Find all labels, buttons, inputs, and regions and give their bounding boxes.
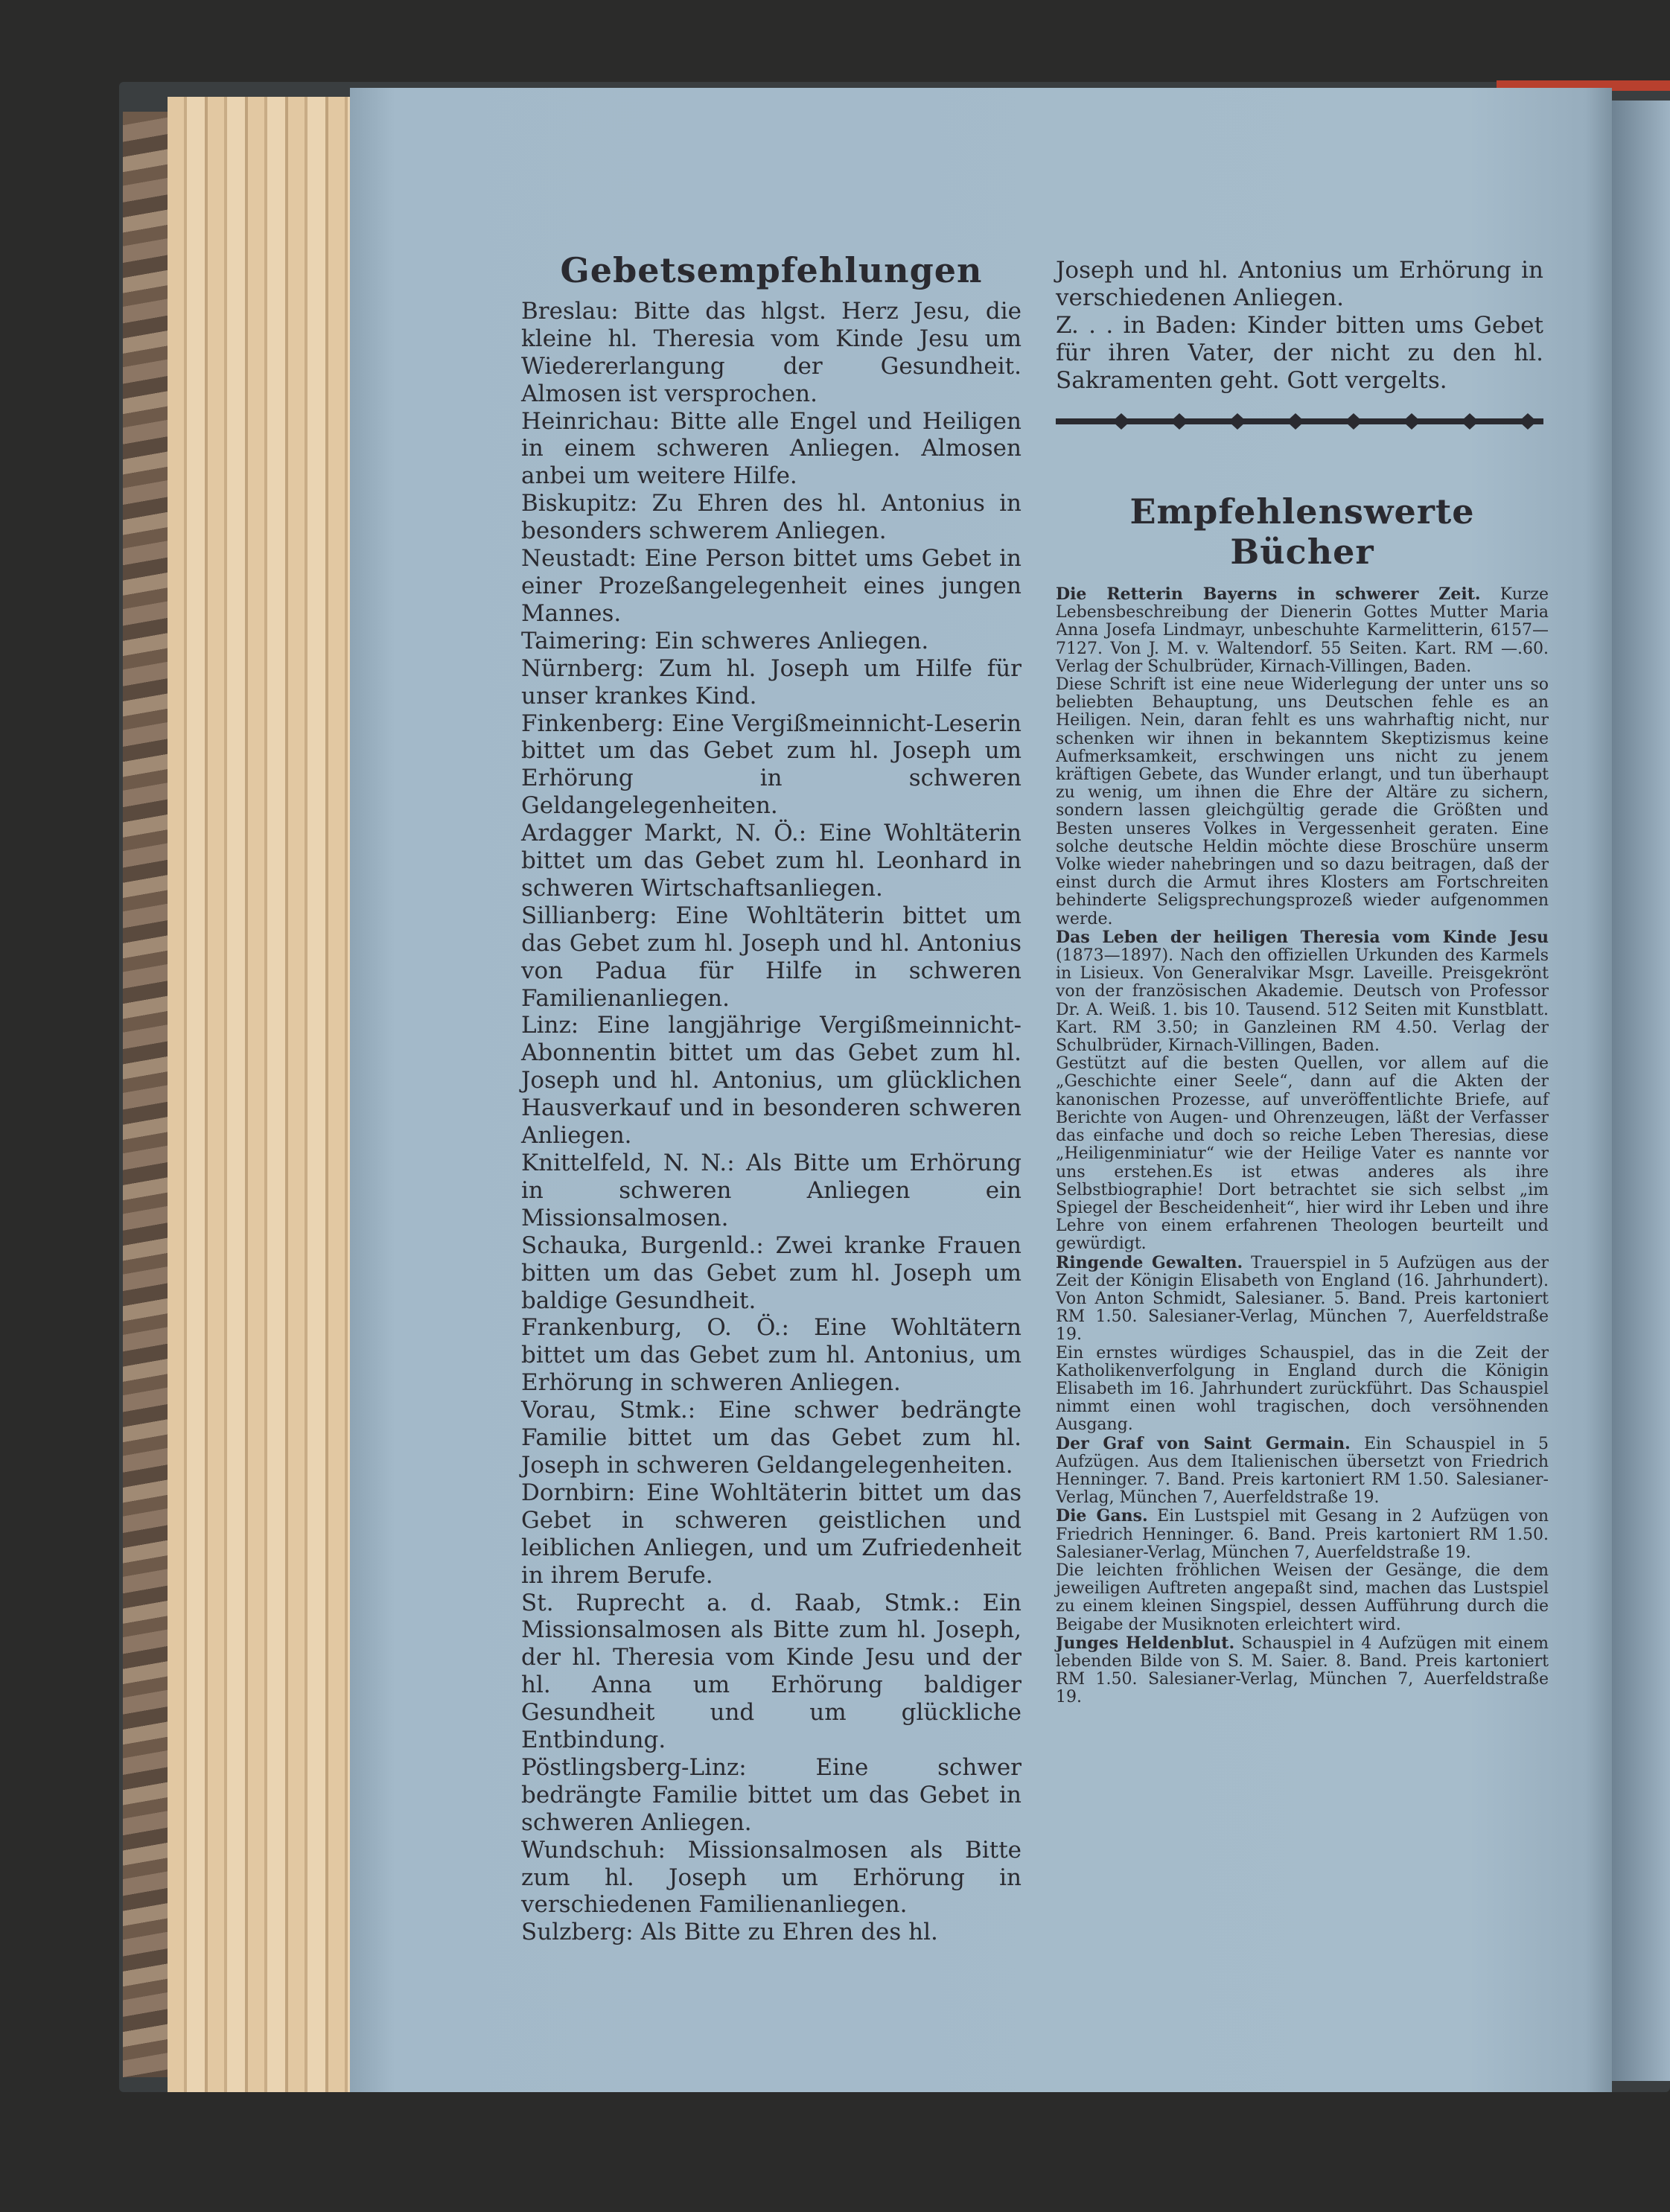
book-details: Kurze Lebensbeschreibung der Dienerin Gottes Mutter Maria Anna Josefa Lindmayr, unbeschuhte Karmelitterin, 6157—7127. Von J. M. v. Waltendorf. 55 Seiten. Kart. RM —.60. Verlag der Schulbrüder, Kirnach-Villingen, Baden. [1056,585,1549,676]
book-entry [1056,1507,1549,1562]
book-details: Ein Lustspiel mit Gesang in 2 Aufzügen von Friedrich Henninger. 6. Band. Preis kartoniert RM 1.50. Salesianer-Verlag, München 7, Auerfeldstraße 19. [1056,1507,1549,1562]
book-title: Die Retterin Bayerns in schwerer Zeit. [1056,584,1481,604]
book-title: Der Graf von Saint Germain. [1056,1433,1351,1453]
prayer-entry: Knittelfeld, N. N.: Als Bitte um Erhörung in schweren Anliegen ein Missionsalmosen. [521,1150,1022,1231]
book-details: (1873—1897). Nach den offiziellen Urkunden des Karmels in Lisieux. Von Generalvikar Msgr. Laveille. Preisgekrönt von der französischen Akademie. Deutsch von Professor Dr. A. Weiß. 1. bis 10. Tausend. 512 Seiten mit Kunstblatt. Kart. RM 3.50; in Ganzleinen RM 4.50. Verlag der Schulbrüder, Kirnach-Villingen, Baden. [1056,946,1549,1056]
prayer-entry: Pöstlingsberg-Linz: Eine schwer bedrängte Familie bittet um das Gebet in schweren Anliegen. [521,1753,1022,1836]
book-details: Ein Schauspiel in 5 Aufzügen. Aus dem Italienischen übersetzt von Friedrich Henninger. 7. Band. Preis kartoniert RM 1.50. Salesianer-Verlag, München 7, Auerfeldstraße 19. [1056,1434,1549,1508]
book-entry [1056,1435,1549,1508]
prayer-list [521,298,1022,1946]
book-description: Ein ernstes würdiges Schauspiel, das in die Zeit der Katholikenverfolgung in England durch die Königin Elisabeth im 16. Jahrhundert zurückführt. Das Schauspiel nimmt einen wohl tragischen, doch versöhnenden Ausgang. [1056,1343,1549,1435]
book-entry [1056,1634,1549,1707]
continuation-entry: Joseph und hl. Antonius um Erhörung in verschiedenen Anliegen. [1056,257,1543,311]
prayer-entry: Biskupitz: Zu Ehren des hl. Antonius in besonders schwerem Anliegen. [521,490,1022,545]
book-entry [1056,1254,1549,1345]
book-list [1056,585,1549,1707]
book-title: Junges Heldenblut. [1056,1633,1235,1653]
prayer-entry: Ardagger Markt, N. Ö.: Eine Wohltäterin bittet um das Gebet zum hl. Leonhard in schweren Wirtschaftsanliegen. [521,820,1022,902]
book-details: Schauspiel in 4 Aufzügen mit einem lebenden Bilde von S. M. Saier. 8. Band. Preis kartoniert RM 1.50. Salesianer-Verlag, München 7, Auerfeldstraße 19. [1056,1633,1549,1707]
prayer-entry: Nürnberg: Zum hl. Joseph um Hilfe für unser krankes Kind. [521,654,1022,710]
prayer-entry: Breslau: Bitte das hlgst. Herz Jesu, die kleine hl. Theresia vom Kinde Jesu um Wiedererlangung der Gesundheit. Almosen ist versprochen. [521,297,1022,407]
prayer-entry: Frankenburg, O. Ö.: Eine Wohltätern bittet um das Gebet zum hl. Antonius, um Erhörung in schweren Anliegen. [521,1314,1022,1397]
prayer-entry: Sulzberg: Als Bitte zu Ehren des hl. [521,1919,938,1946]
book-title: Die Gans. [1056,1506,1148,1526]
prayer-entry: Schauka, Burgenld.: Zwei kranke Frauen bitten um das Gebet zum hl. Joseph um baldige Gesundheit. [521,1231,1022,1314]
book-title: Ringende Gewalten. [1056,1252,1243,1272]
prayer-entry: Dornbirn: Eine Wohltäterin bittet um das Gebet in schweren geistlichen und leiblichen Anliegen, und um Zufriedenheit in ihrem Berufe. [521,1479,1022,1589]
prayer-heading: Gebetsempfehlungen [560,250,983,290]
book-details: Trauerspiel in 5 Aufzügen aus der Zeit der Königin Elisabeth von England (16. Jahrhundert). Von Anton Schmidt, Salesianer. 5. Band. Preis kartoniert RM 1.50. Salesianer-Verlag, München 7, Auerfeldstraße 19. [1056,1253,1549,1345]
prayer-column [521,250,1022,1946]
book-title: Das Leben der heiligen Theresia vom Kinde Jesu [1056,927,1549,947]
book-entry [1056,585,1549,676]
prayer-entry: Taimering: Ein schweres Anliegen. [521,627,929,654]
book-description: Gestützt auf die besten Quellen, vor allem auf die „Geschichte einer Seele“, dann auf die Akten der kanonischen Prozesse, auf unveröffentlichte Briefe, auf Berichte von Augen- und Ohrenzeugen, läßt der Verfasser das einfache und doch so reiche Leben Theresias, diese „Heiligenminiatur“ wie der Heilige Vater es nannte vor uns erstehen.Es ist etwas anderes als ihre Selbstbiographie! Dort betrachtet sie sich selbst „im Spiegel der Bescheidenheit“, hier wird ihr Leben und ihre Lehre von einem erfahrenen Theologen beurteilt und gewürdigt. [1056,1054,1549,1254]
book-description: Die leichten fröhlichen Weisen der Gesänge, die dem jeweiligen Auftreten angepaßt sind, machen das Lustspiel zu einem kleinen Singspiel, dessen Aufführung durch die Beigabe der Musiknoten erleichtert wird. [1056,1561,1549,1634]
prayer-entry: Linz: Eine langjährige Vergißmeinnicht-Abonnentin bittet um das Gebet zum hl. Joseph und hl. Antonius, um glücklichen Hausverkauf und in besonderen schweren Anliegen. [521,1012,1022,1150]
book-description: Diese Schrift ist eine neue Widerlegung der unter uns so beliebten Behauptung, uns Deutschen fehle es an Heiligen. Nein, daran fehlt es uns wahrhaftig nicht, nur schenken wir ihnen in bekanntem Skeptizismus keine Aufmerksamkeit, erschwingen uns nicht zu jenem kräftigen Gebete, das Wunder erlangt, und tun überhaupt zu wenig, um ihnen die Ehre der Altäre zu sichern, sondern lassen gleichgültig gerade die Größten und Besten unseres Volkes in Vergessenheit geraten. Eine solche deutsche Heldin möchte diese Broschüre unserm Volke wieder nahebringen und so dazu beitragen, daß der einst durch die Armut ihres Klosters am Fortschreiten behinderte Seligsprechungsprozeß wieder aufgenommen werde. [1056,675,1549,928]
books-column [1056,491,1549,1707]
prayer-continuation [1056,257,1543,395]
prayer-entry: Wundschuh: Missionsalmosen als Bitte zum hl. Joseph um Erhörung in verschiedenen Familienanliegen. [521,1836,1022,1919]
continuation-entry: Z. . . in Baden: Kinder bitten ums Gebet für ihren Vater, der nicht zu den hl. Sakramenten geht. Gott vergelts. [1056,311,1543,394]
prayer-entry: St. Ruprecht a. d. Raab, Stmk.: Ein Missionsalmosen als Bitte zum hl. Joseph, der hl. Theresia vom Kinde Jesu und der hl. Anna um Erhörung baldiger Gesundheit und um glückliche Entbindung. [521,1589,1022,1754]
prayer-entry: Heinrichau: Bitte alle Engel und Heiligen in einem schweren Anliegen. Almosen anbei um weitere Hilfe. [521,407,1022,490]
prayer-entry: Neustadt: Eine Person bittet ums Gebet in einer Prozeßangelegenheit eines jungen Mannes. [521,545,1022,627]
page-stack [168,97,369,2092]
facing-page-edge [1612,101,1670,2081]
ornamental-divider [1056,413,1543,430]
books-heading: Empfehlenswerte Bücher [1129,491,1475,572]
prayer-entry: Vorau, Stmk.: Eine schwer bedrängte Familie bittet um das Gebet zum hl. Joseph in schweren Geldangelegenheiten. [521,1397,1022,1479]
book-entry [1056,928,1549,1055]
prayer-entry: Sillianberg: Eine Wohltäterin bittet um das Gebet zum hl. Joseph und hl. Antonius von Padua für Hilfe in schweren Familienanliegen. [521,902,1022,1012]
prayer-entry: Finkenberg: Eine Vergißmeinnicht-Leserin bittet um das Gebet zum hl. Joseph um Erhörung in schweren Geldangelegenheiten. [521,710,1022,820]
